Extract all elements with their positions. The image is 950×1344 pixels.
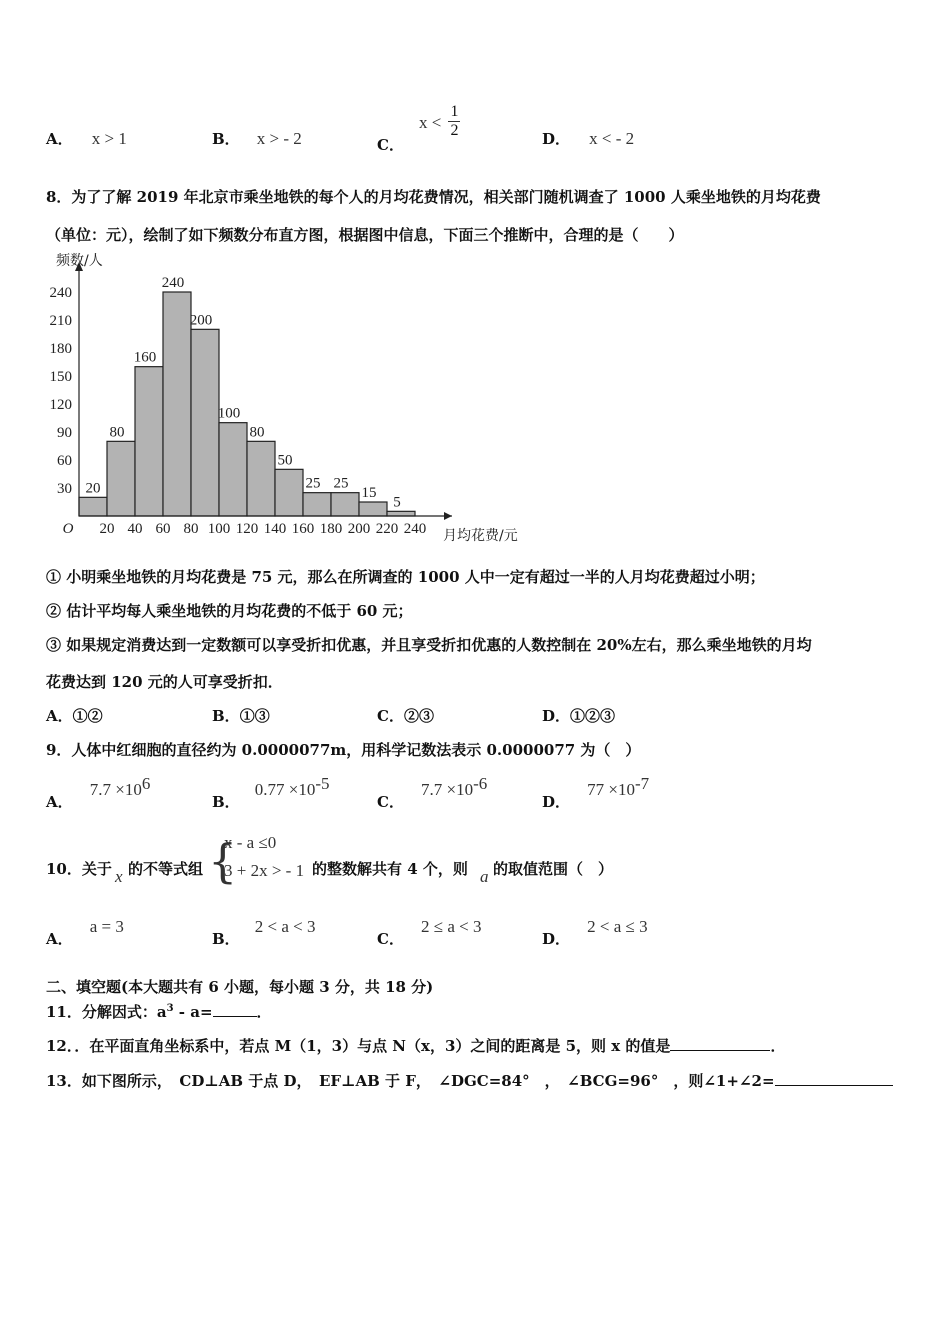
bar-value-label: 80 (249, 424, 265, 441)
x-tick-label: 140 (263, 521, 287, 537)
option-letter: A． (46, 930, 73, 948)
x-tick-label: 20 (99, 521, 115, 537)
q8-statement-1: ① 小明乘坐地铁的月均花费是 75 元，那么在所调查的 1000 人中一定有超过一半的人月均花费超过小明； (46, 568, 765, 586)
option-letter: D． (542, 793, 571, 812)
q8-option-b (212, 705, 270, 726)
bar-value-label: 160 (133, 349, 157, 366)
option-base: 77 ×10 (587, 780, 635, 800)
histogram-bar (331, 493, 359, 516)
option-expr: 2 < a < 3 (254, 917, 316, 936)
q10-option-a (46, 916, 124, 948)
option-expr: x < (419, 113, 442, 132)
q10-option-b (212, 916, 316, 948)
option-exponent: -5 (315, 774, 330, 793)
bar-value-label: 15 (361, 485, 377, 501)
x-tick-label: 60 (155, 521, 171, 537)
q10-option-c (377, 916, 482, 948)
q9-option-a (46, 774, 151, 812)
option-base: 7.7 ×10 (421, 780, 474, 800)
q8-stem-line1: 8．为了了解 2019 年北京市乘坐地铁的每个人的月均花费情况，相关部门随机调查了 1000 人乘坐地铁的月均花费 (46, 188, 821, 206)
x-tick-label: 220 (375, 521, 399, 537)
option-letter: B． (212, 930, 240, 948)
option-expr: x > - 2 (256, 129, 302, 148)
q12 (46, 1035, 785, 1056)
histogram-bar (359, 502, 387, 516)
option-exponent: -6 (473, 774, 488, 793)
bar-value-label: 25 (305, 475, 321, 492)
option-text: ①② (72, 707, 103, 725)
x-tick-label: 200 (347, 521, 371, 537)
x-tick-label: 240 (403, 521, 427, 537)
y-tick-label: 60 (57, 453, 72, 469)
section-2-heading: 二、填空题(本大题共有 6 小题，每小题 3 分，共 18 分) (46, 978, 434, 996)
option-letter: B． (212, 130, 240, 148)
q11-end: ． (256, 1003, 272, 1021)
option-letter: D． (542, 707, 571, 725)
q9-option-b (212, 774, 330, 812)
histogram-bar (387, 511, 415, 516)
option-expr: x < - 2 (589, 129, 635, 148)
origin-label: O (62, 521, 74, 537)
q11-answer-blank[interactable] (213, 1002, 257, 1017)
bar-value-label: 200 (189, 312, 213, 329)
q10-end: 的取值范围（ ） (493, 860, 614, 878)
option-expr: 2 < a ≤ 3 (587, 917, 648, 936)
y-tick-label: 210 (49, 313, 72, 329)
q13 (46, 1070, 893, 1091)
fraction-numerator: 1 (450, 103, 459, 120)
y-tick-label: 90 (57, 425, 72, 441)
x-tick-label: 40 (127, 521, 143, 537)
option-base: 7.7 ×10 (89, 780, 142, 800)
q10-var-a: a (480, 867, 489, 886)
q8-option-c (377, 705, 434, 726)
x-axis-title: 月均花费/元 (443, 528, 518, 544)
y-tick-label: 180 (49, 341, 72, 357)
option-letter: C． (377, 136, 404, 154)
bar-value-label: 240 (161, 275, 185, 291)
x-axis-arrow (444, 512, 452, 520)
bar-value-label: 25 (333, 475, 349, 492)
q11-exponent: 3 (166, 1003, 174, 1014)
histogram-bar (191, 329, 219, 516)
option-letter: A． (46, 707, 73, 725)
option-exponent: 6 (141, 774, 151, 793)
option-expr: x > 1 (91, 129, 127, 148)
q9-option-c (377, 774, 488, 812)
y-axis-title: 频数/人 (56, 253, 103, 269)
option-letter: D． (542, 930, 571, 948)
q10-option-d (542, 916, 648, 948)
q13-answer-blank[interactable] (775, 1071, 893, 1086)
option-letter: B． (212, 707, 240, 725)
q12-text: 12．．在平面直角坐标系中，若点 M（1，3）与点 N（x，3）之间的距离是 5，则 x 的值是 (46, 1037, 671, 1055)
q8-statement-3a: ③ 如果规定消费达到一定数额可以享受折扣优惠，并且享受折扣优惠的人数控制在 20%左右，那么乘坐地铁的月均 (46, 636, 812, 654)
q8-statement-2: ② 估计平均每人乘坐地铁的月均花费的不低于 60 元； (46, 602, 413, 620)
y-tick-label: 120 (49, 397, 72, 413)
x-tick-label: 160 (291, 521, 315, 537)
q10-inequality-2: 3 + 2x > - 1 (224, 861, 305, 880)
y-tick-label: 30 (57, 481, 72, 497)
option-expr: 2 ≤ a < 3 (421, 917, 482, 936)
option-text: ①③ (239, 707, 270, 725)
x-tick-label: 80 (183, 521, 199, 537)
bar-value-label: 20 (85, 480, 101, 497)
histogram-bar (275, 469, 303, 516)
histogram-bar (303, 493, 331, 516)
histogram-bar (219, 423, 247, 516)
option-letter: D． (542, 130, 571, 148)
x-tick-label: 120 (235, 521, 259, 537)
bar-value-label: 80 (109, 424, 125, 441)
option-letter: C． (377, 793, 404, 812)
q8-statement-3b: 花费达到 120 元的人可享受折扣． (46, 673, 283, 691)
q8-option-a (46, 705, 103, 726)
option-letter: B． (212, 793, 240, 812)
q10-suffix: 的整数解共有 4 个，则 (312, 860, 468, 878)
q9-stem: 9．人体中红细胞的直径约为 0.0000077m，用科学记数法表示 0.0000077 为（ ） (46, 741, 641, 759)
q12-end: ． (770, 1037, 786, 1055)
x-tick-label: 100 (207, 521, 231, 537)
q8-stem-line2: （单位：元），绘制了如下频数分布直方图，根据图中信息，下面三个推断中，合理的是（ ） (46, 226, 684, 244)
option-text: ①②③ (570, 707, 616, 725)
histogram-bar (107, 441, 135, 516)
option-letter: C． (377, 930, 404, 948)
q9-option-d (542, 774, 650, 812)
q8-option-d (542, 705, 615, 726)
y-tick-label: 150 (49, 369, 72, 385)
option-letter: A． (46, 793, 73, 812)
q10-inequality-1: x - a ≤0 (224, 833, 277, 852)
option-text: ②③ (403, 707, 434, 725)
histogram-bar (163, 292, 191, 516)
y-tick-label: 240 (49, 285, 72, 301)
histogram-bar (247, 441, 275, 516)
q10-mid: 的不等式组 (128, 860, 204, 878)
option-expr: a = 3 (89, 917, 124, 936)
option-letter: C． (377, 707, 404, 725)
fraction-denominator: 2 (450, 122, 459, 139)
q11-tail: - a= (173, 1003, 213, 1021)
bar-value-label: 50 (277, 452, 293, 469)
bar-value-label: 5 (393, 494, 401, 511)
option-letter: A． (46, 130, 73, 148)
q13-text: 13．如下图所示， CD⊥AB 于点 D， EF⊥AB 于 F， ∠DGC=84° ， ∠BCG=96° ，则∠1+∠2= (46, 1072, 775, 1090)
option-exponent: -7 (634, 774, 650, 793)
q10-var-x: x (115, 867, 123, 886)
option-base: 0.77 ×10 (254, 780, 316, 800)
x-tick-label: 180 (319, 521, 343, 537)
q11 (46, 1001, 272, 1022)
bar-value-label: 100 (217, 405, 241, 422)
histogram-bar (135, 367, 163, 516)
q12-answer-blank[interactable] (670, 1036, 770, 1051)
histogram-bar (79, 497, 107, 516)
brace-symbol: { (208, 834, 238, 888)
q11-text: 11．分解因式：a (46, 1003, 167, 1021)
q10-prefix: 10．关于 (46, 860, 112, 878)
